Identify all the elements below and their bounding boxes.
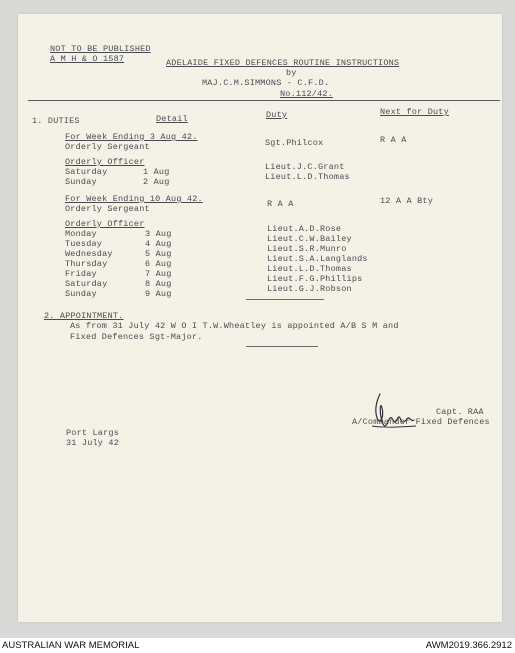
column-detail: Detail xyxy=(156,114,188,124)
week2-officer-name: Lieut.S.A.Langlands xyxy=(267,254,368,264)
week2-date: 8 Aug xyxy=(145,279,172,289)
archive-name: AUSTRALIAN WAR MEMORIAL xyxy=(2,640,140,651)
by-label: by xyxy=(286,68,297,78)
document-title: ADELAIDE FIXED DEFENCES ROUTINE INSTRUCTIONS xyxy=(166,58,400,68)
week2-day: Wednesday xyxy=(65,249,113,259)
week1-day: Sunday xyxy=(65,177,97,187)
week2-heading: For Week Ending 10 Aug 42. xyxy=(65,194,203,204)
author-line: MAJ.C.M.SIMMONS - C.F.D. xyxy=(202,78,330,88)
appointment-heading-text: 2. APPOINTMENT. xyxy=(44,311,124,321)
not-published-label: NOT TO BE PUBLISHED xyxy=(50,44,151,54)
week1-heading: For Week Ending 3 Aug 42. xyxy=(65,132,198,142)
week2-day: Monday xyxy=(65,229,97,239)
week1-day: Saturday xyxy=(65,167,108,177)
column-next-for-duty: Next for Duty xyxy=(380,107,449,117)
signatory-role: A/Commander Fixed Defences xyxy=(352,417,490,427)
week1-sergeant-next: R A A xyxy=(380,135,407,145)
archive-footer xyxy=(0,638,515,653)
signatory-rank: Capt. RAA xyxy=(436,407,484,417)
appointment-line-1: As from 31 July 42 W O I T.W.Wheatley is appointed A/B S M and xyxy=(70,321,399,331)
week2-date: 9 Aug xyxy=(145,289,172,299)
handwritten-signature xyxy=(370,386,418,436)
section-appointment-heading xyxy=(44,311,124,321)
week2-sergeant-next: 12 A A Bty xyxy=(380,196,434,206)
archive-reference: AWM2019.366.2912 xyxy=(425,640,512,651)
week2-officer-name: Lieut.G.J.Robson xyxy=(267,284,352,294)
week2-day: Friday xyxy=(65,269,97,279)
week2-date: 6 Aug xyxy=(145,259,172,269)
week2-officer-name: Lieut.S.R.Munro xyxy=(267,244,347,254)
week2-date: 5 Aug xyxy=(145,249,172,259)
week1-date: 2 Aug xyxy=(143,177,170,187)
week2-day: Saturday xyxy=(65,279,108,289)
week2-day: Sunday xyxy=(65,289,97,299)
week2-officer-label: Orderly Officer xyxy=(65,219,145,229)
amho-reference: A M H & O 1587 xyxy=(50,54,125,64)
document-page xyxy=(18,14,502,622)
week2-date: 7 Aug xyxy=(145,269,172,279)
week1-sergeant-duty: Sgt.Philcox xyxy=(265,138,324,148)
week2-date: 3 Aug xyxy=(145,229,172,239)
week2-sergeant-duty: R A A xyxy=(267,199,294,209)
week1-date: 1 Aug xyxy=(143,167,170,177)
week2-officer-name: Lieut.F.G.Phillips xyxy=(267,274,363,284)
week1-sergeant-label: Orderly Sergeant xyxy=(65,142,150,152)
week2-officer-name: Lieut.L.D.Thomas xyxy=(267,264,352,274)
week2-officer-name: Lieut.A.D.Rose xyxy=(267,224,342,234)
appointment-line-2: Fixed Defences Sgt-Major. xyxy=(70,332,203,342)
week2-day: Thursday xyxy=(65,259,108,269)
week2-sergeant-label: Orderly Sergeant xyxy=(65,204,150,214)
week2-day: Tuesday xyxy=(65,239,103,249)
issue-date: 31 July 42 xyxy=(66,438,120,448)
issue-location: Port Largs xyxy=(66,428,120,438)
week2-date: 4 Aug xyxy=(145,239,172,249)
week2-officer-name: Lieut.C.W.Bailey xyxy=(267,234,352,244)
instruction-number: No.112/42. xyxy=(280,89,334,99)
week1-officer-label: Orderly Officer xyxy=(65,157,145,167)
appointment-end-rule xyxy=(246,346,318,347)
week1-officer-name: Lieut.J.C.Grant xyxy=(265,162,345,172)
column-duty: Duty xyxy=(266,110,288,120)
duties-end-rule xyxy=(246,299,324,300)
section-duties-heading: 1. DUTIES xyxy=(32,116,80,126)
header-divider xyxy=(28,100,500,101)
week1-officer-name: Lieut.L.D.Thomas xyxy=(265,172,350,182)
